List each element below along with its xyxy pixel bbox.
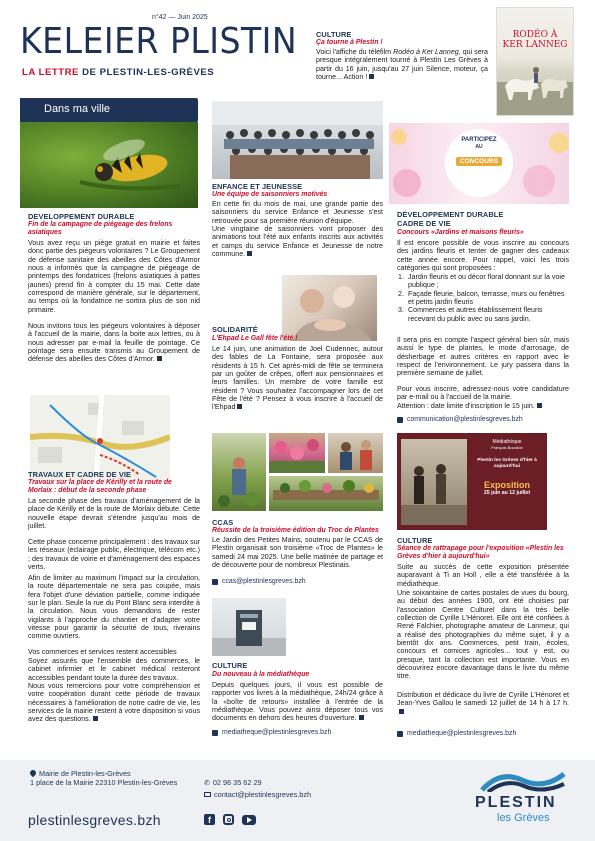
- expo-p1: Suite au succès de cette exposition présentée auparavant à Ti an Holl , elle a été transférée à la médiathèque.: [397, 563, 569, 588]
- expo-poster: [397, 433, 547, 530]
- email-icon: [212, 730, 218, 736]
- section-banner: [20, 98, 198, 122]
- enfance-p1: En cette fin du mois de mai, une grande partie des saisonniers du service Enfance et Jeunesse s'est retrouvée pour sa première réunion d'équipe.: [212, 200, 383, 225]
- subtitle-place: PLESTIN-LES-GRÈVES: [99, 67, 215, 78]
- film-title: Rodéo à Ker Lanneg: [393, 48, 459, 56]
- wasp-photo: [20, 122, 198, 208]
- mail-icon: [204, 792, 211, 797]
- ccas-contact[interactable]: [212, 578, 306, 585]
- facebook-icon[interactable]: f: [204, 814, 215, 825]
- elderly-hands-illustration: [282, 275, 377, 341]
- enfance-subtitle: Une équipe de saisonniers motivés: [212, 191, 328, 198]
- communication-email[interactable]: communication@plestinlesgreves.bzh: [407, 416, 523, 423]
- subtitle-la: LA: [22, 67, 36, 78]
- subtitle-lettre: LETTRE: [38, 67, 79, 78]
- travaux-kicker: TRAVAUX ET CADRE DE VIE: [28, 470, 132, 479]
- solidarite-kicker: SOLIDARITÉ: [212, 325, 258, 334]
- footer-phone[interactable]: ✆ 02 96 35 62 29: [204, 778, 262, 787]
- youtube-icon[interactable]: [242, 815, 256, 825]
- dev1-subtitle: Fin de la campagne de piégeage des frelons asiatiques: [28, 221, 173, 237]
- contest-poster: [389, 123, 569, 204]
- culture-top-kicker: CULTURE: [316, 30, 352, 39]
- travaux-p5: Soyez assurés que l'ensemble des commerces, le cabinet infirmier et le cabinet médical resteront accessibles pendant toute la durée des travaux.: [28, 657, 200, 682]
- troc-plantes-photo-4: [269, 476, 383, 511]
- enfance-kicker: ENFANCE ET JEUNESSE: [212, 182, 303, 191]
- wasp-icon: [20, 122, 198, 208]
- ccas-subtitle: Réussite de la troisième édition du Troc de Plantes: [212, 527, 379, 534]
- dev2-subtitle: Concours «Jardins et maisons fleuris»: [397, 229, 524, 236]
- dev1-body: Vous avez reçu un piège gratuit en mairie et faites donc partie des piégeurs volontaires ? Le Groupement de défense sanitaire des abeilles des Côtes d'Armor nous a informés que la campagne de piégeage de printemps des fondatrices (frelons asiatiques à pattes jaunes) prend fin à compter du 15 mai. Cette date correspond de manière générale, sur le département, au temps où la fondatrice ne sortira plus de son nid primaire.: [28, 239, 200, 314]
- return-box-illustration: [212, 598, 286, 656]
- masthead-subtitle: [22, 67, 214, 78]
- dev2-contact[interactable]: [397, 416, 523, 423]
- contest-poster-text: PARTICIPEZ AU CONCOURS: [445, 137, 513, 168]
- ccas-body: Le Jardin des Petites Mains, soutenu par le CCAS de Plestin organisait son troisième «Troc de Plantes» le samedi 24 mai 2025. Une belle matinée de partage et de découverte pour de nombreux Plestinais.: [212, 536, 383, 570]
- expo-contact[interactable]: [397, 730, 516, 737]
- dev2-p2: Il sera pris en compte l'aspect général bien sûr, mais aussi le type de plantes, le mode d'arrosage, de désherbage et autres critères en rapport avec le respect de l'environnement. Le jury passera dans la première semaine de juillet.: [397, 336, 569, 378]
- dev2-p3: Pour vous inscrire, adressez-nous votre candidature par e-mail ou à l'accueil de la mairie.: [397, 385, 569, 402]
- email-icon: [397, 417, 403, 423]
- footer: [0, 760, 595, 841]
- troc-plantes-photo-1: [212, 433, 266, 511]
- dev2-category-2: 2. Façade fleurie, balcon, terrasse, murs ou fenêtres et petits jardin fleuris: [398, 289, 565, 307]
- mediatheque-body: Depuis quelques jours, il vous est possible de rapporter vos livres à la médiathèque, 24h/24 grâce à la «boîte de retours» installée à l'entrée de la médiathèque. Vous pouvez ainsi déposer tous vos documents en dehors des heures d'ouverture.: [212, 681, 383, 723]
- troc-plantes-photo-3: [328, 433, 383, 473]
- masthead-title: KELEIER PLISTIN: [20, 21, 298, 62]
- dev2-kicker: DÉVELOPPEMENT DURABLE CADRE DE VIE: [397, 210, 504, 228]
- expo-kicker: CULTURE: [397, 536, 433, 545]
- footer-website[interactable]: plestinlesgreves.bzh: [28, 812, 161, 828]
- phone-icon: ✆: [204, 780, 210, 787]
- instagram-icon[interactable]: [223, 814, 234, 825]
- section-banner-label: Dans ma ville: [44, 103, 111, 115]
- map-illustration: [30, 395, 170, 481]
- town-logo-subtext: les Grèves: [497, 812, 550, 824]
- dev1-kicker: DEVELOPPEMENT DURABLE: [28, 212, 135, 221]
- email-icon: [212, 579, 218, 585]
- mediatheque-subtitle: Du nouveau à la médiathèque: [212, 671, 310, 678]
- travaux-p3: Afin de limiter au maximum l'impact sur la circulation, la route départementale ne sera pas coupée, mais fera l'objet d'une déviation partielle, comme indiquée sur le plan. Seule la rue du Pont Blanc sera interdite à la circulation. Nous vous demandons de rester vigilants à l'approche du chantier et d'adapter votre vitesse pour garantir la sécurité de tous, riverains comme ouvriers.: [28, 574, 200, 641]
- film-poster: [496, 7, 574, 116]
- horse-illustration: [497, 56, 574, 116]
- dev2-p4: Attention : date limite d'inscription le 15 juin.: [397, 402, 569, 410]
- mediatheque-kicker: CULTURE: [212, 661, 248, 670]
- email-icon: [397, 731, 403, 737]
- subtitle-de: DE: [82, 67, 97, 78]
- ehpad-photo: [282, 275, 377, 341]
- travaux-subtitle: Travaux sur la place de Kérilly et la route de Morlaix : début de la seconde phase: [28, 479, 172, 495]
- solidarite-subtitle: L'Ehpad Le Gall fête l'été !: [212, 335, 298, 342]
- dev2-p1: Il est encore possible de vous inscrire au concours des jardins fleuris et tenter de gagner des cadeaux cette année encore. Pour rappel, voici les trois catégories qui sont proposées :: [397, 239, 569, 273]
- dev2-category-3: 3. Commerces et autres établissement fleuris recevant du public avec ou sans jardin.: [398, 306, 543, 323]
- troc-plantes-photo-2: [269, 433, 325, 473]
- film-poster-title: RODÉO À KER LANNEG: [502, 30, 568, 50]
- travaux-p2: Cette phase concerne principalement : des travaux sur les réseaux (éclairage public, électrique, télécom etc.) ; des travaux de voirie et d'aménagement des espaces verts.: [28, 538, 200, 572]
- expo-p3: Distribution et dédicace du livre de Cyrille L'Hénoret et Jean-Yves Gallou le samedi 12 juillet de 14 h à 17 h.: [397, 691, 569, 716]
- plants-illustration-1: [212, 433, 266, 511]
- footer-socials: [204, 814, 256, 825]
- travaux-p6: Nous vous remercions pour votre compréhension et votre coopération durant cette période de travaux nécessaires à l'amélioration de notre cadre de vie, les services de la mairie restent à votre disposition si vous avez des questions.: [28, 682, 200, 724]
- expo-poster-text: Médiathèque François Bourdon Plestin les Grèves d'hier à aujourd'hui Exposition 25 juin au 12 juillet: [477, 439, 537, 496]
- dev2-categories: [397, 273, 569, 323]
- location-pin-icon: [29, 769, 37, 777]
- town-logo-icon: [478, 768, 568, 792]
- expo-email[interactable]: mediatheque@plestinlesgreves.bzh: [407, 730, 517, 737]
- dev2-category-1: 1. Jardin fleuris et ou décor floral donnant sur la voie publique ;: [398, 273, 565, 290]
- mediatheque-email[interactable]: mediatheque@plestinlesgreves.bzh: [222, 729, 332, 736]
- issue-number: n°42 — Juin 2025: [152, 14, 208, 21]
- people-illustration: [328, 433, 383, 473]
- culture-top-subtitle: Ça tourne à Plestin !: [316, 39, 383, 46]
- team-illustration: [212, 101, 383, 179]
- expo-subtitle: Séance de rattrapage pour l'exposition «Plestin les Grèves d'hier à aujourd'hui»: [397, 545, 564, 561]
- travaux-p1: La seconde phase des travaux d'aménagement de la place de Kérilly et de la route de Morlaix débute. Cette nouvelle étape devrait s'étendre jusqu'au mois de juillet.: [28, 497, 200, 531]
- dev1-body-2: Nous invitons tous les piégeurs volontaires à déposer à l'accueil de la mairie, dans la boite aux lettres, ou à nous adresser par e-mail la feuille de pointage. Ce pointage sera ensuite transmis au Groupement de défense des abeilles des Côtes d'Armor.: [28, 322, 200, 364]
- solidarite-body: Le 14 juin, une animation de Joel Cudennec, autour des fables de La Fontaine, sera proposée aux résidents à 15 h. Cet après-midi de fête se terminera par un goûter de crêpes, offert aux pensionnaires et leurs familles. Un membre de votre famille est résident ? Vous souhaitez l'accompagner lors de cet Fête de l'été ? Pensez à vous inscrire à l'accueil de l'Ehpad: [212, 345, 383, 412]
- footer-email[interactable]: contact@plestinlesgreves.bzh: [204, 789, 311, 800]
- culture-top-body: Voici l'affiche du téléfilm Rodéo à Ker Lanneg, qui sera presque intégralement tourné à Plestin Les Grèves à partir du 16 juin, jusqu'au 27 juin Silence, moteur, ça tourne... Action !: [316, 48, 488, 82]
- enfance-p2: Une vingtaine de saisonniers vont proposer des animations tout l'été aux enfants inscrits aux activités et camps du service Enfance et Jeunesse de notre commune.: [212, 225, 383, 259]
- book-return-box-photo: [212, 598, 286, 656]
- footer-address: Mairie de Plestin-les-Grèves 1 place de la Mairie 22310 Plestin-les-Grèves: [30, 769, 178, 787]
- team-photo: [212, 101, 383, 179]
- expo-p2: Une soixantaine de cartes postales de vues du bourg, au début des années 1900, ont été choisies par l'association Centre Culturel dans la très belle collection de Cyrille L'Hénoret. Elle ont été confiées à René Falchier, photographe amateur de Lanmeur, qui a réalisé des photographies du même sujet, il y a bientôt dix ans. Commerces, petit train, écoles, concours et comices agricoles... tout y est, ou presque, tant la collection est importante. Vous en découvrirez encore davantage dans le livre du même titre.: [397, 589, 569, 681]
- market-illustration: [269, 476, 383, 511]
- travaux-p4: Vos commerces et services restent accessibles: [28, 648, 177, 656]
- old-photo-illustration: [401, 439, 467, 525]
- flowers-illustration: [269, 433, 325, 473]
- ccas-kicker: CCAS: [212, 518, 234, 527]
- works-map: [30, 395, 170, 481]
- footer-contacts: [204, 777, 311, 800]
- ccas-email[interactable]: ccas@plestinlesgreves.bzh: [222, 578, 306, 585]
- mediatheque-contact[interactable]: [212, 729, 331, 736]
- town-logo-text: PLESTIN: [475, 794, 557, 811]
